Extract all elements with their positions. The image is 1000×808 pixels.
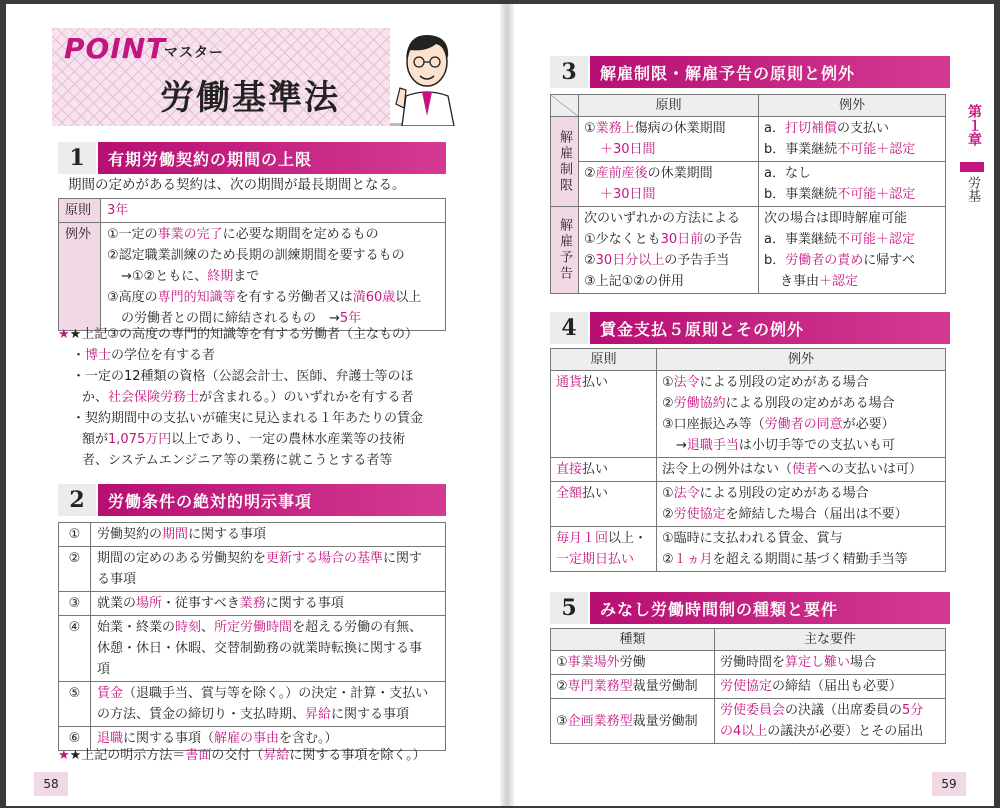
column-header: 例外	[657, 349, 946, 371]
section-1-heading	[58, 142, 446, 174]
table-row: 毎月１回以上・ 一定期日払い ①臨時に支払われる賃金、賞与 ②１ヵ月を超える期間に基づく精勤手当等	[551, 527, 946, 572]
table-row: ⑤ 賃金（退職手当、賞与等を除く。）の決定・計算・支払い の方法、賃金の締切り・支払時期、昇給に関する事項	[59, 682, 446, 727]
section-title: みなし労働時間制の種類と要件	[600, 599, 839, 619]
column-header: 原則	[579, 95, 759, 117]
table-row: 全額払い ①法令による別段の定めがある場合 ②労使協定を締結した場合（届出は不要）	[551, 482, 946, 527]
table-row: ③企画業務型裁量労働制 労使委員会の決議（出席委員の5分 の4以上の議決が必要）とその届出	[551, 699, 946, 744]
book-gutter	[500, 4, 514, 806]
row-label: 原則	[59, 199, 101, 223]
row-label: 例外	[59, 223, 101, 331]
row-label: 解雇予告	[551, 207, 579, 294]
logo-master: マスター	[164, 45, 224, 61]
table-header-row	[551, 95, 946, 117]
chapter-label: 第１章	[966, 104, 982, 146]
table-row: ③ 就業の場所・従事すべき業務に関する事項	[59, 592, 446, 616]
sec1-note: ★★上記③の高度の専門的知識等を有する労働者（主なもの） ・博士の学位を有する者 ・一定の12種類の資格（公認会計士、医師、弁護士等のほ か、社会保険労務士が含まれる。）のいずれかを有する者 ・契約期間中の支払いが確実に見込まれる１年あたりの賃金 額が1,075万円以上であり、一定の農林水産業等の技術 者、システムエンジニア等の業務に就こうとする者等	[58, 327, 424, 468]
section-number: 5	[550, 592, 590, 624]
table-row: ④ 始業・終業の時刻、所定労働時間を超える労働の有無、 休憩・休日・休暇、交替制勤務の就業時転換に関する事 項	[59, 616, 446, 682]
page-header	[52, 26, 446, 126]
exceptions-cell: ①一定の事業の完了に必要な期間を定めるもの ②認定職業訓練のため長期の訓練期間を要するもの →①②ともに、終期まで ③高度の専門的知識等を有する労働者又は満60歳以上 の労働者との間に締結されるもの →5年	[101, 223, 446, 331]
right-page	[514, 4, 994, 806]
table-row: ①事業場外労働 労働時間を算定し難い場合	[551, 651, 946, 675]
section-number: 2	[58, 484, 98, 516]
table-row: ⑥ 退職に関する事項（解雇の事由を含む。）	[59, 727, 446, 751]
section-4-heading	[550, 312, 950, 344]
working-conditions-table	[58, 522, 446, 751]
table-row: ②産前産後の休業期間 ＋30日間 a．なし b．事業継続不可能＋認定	[551, 162, 946, 207]
chapter-bar	[960, 162, 984, 172]
table-row	[59, 199, 446, 223]
teacher-avatar-icon	[392, 26, 462, 126]
section-number: 3	[550, 56, 590, 88]
section-number: 4	[550, 312, 590, 344]
column-header: 種類	[551, 629, 715, 651]
table-row: 通貨払い ①法令による別段の定めがある場合 ②労働協約による別段の定めがある場合 ③口座振込み等（労働者の同意が必要） →退職手当は小切手等での支払いも可	[551, 371, 946, 458]
wage-payment-table	[550, 348, 946, 572]
section-number: 1	[58, 142, 98, 174]
logo-point: POINT	[64, 32, 167, 65]
table-row: 解雇制限 ①業務上傷病の休業期間 ＋30日間 a．打切補償の支払い b．事業継続不可能＋認定	[551, 117, 946, 162]
chapter-subject: 労基	[965, 176, 980, 202]
left-page	[6, 4, 500, 806]
table-header-row	[551, 349, 946, 371]
chapter-tab	[960, 104, 984, 214]
sec1-intro: 期間の定めがある契約は、次の期間が最長期間となる。	[68, 177, 406, 193]
page-number: 59	[932, 772, 966, 796]
section-title: 有期労働契約の期間の上限	[108, 149, 313, 169]
section-5-heading	[550, 592, 950, 624]
table-header-row	[551, 629, 946, 651]
table-row: ②専門業務型裁量労働制 労使協定の締結（届出も必要）	[551, 675, 946, 699]
dismissal-table	[550, 94, 946, 294]
table-row: 直接払い 法令上の例外はない（使者への支払いは可）	[551, 458, 946, 482]
deemed-hours-table	[550, 628, 946, 744]
page-number: 58	[34, 772, 68, 796]
table-row: ② 期間の定めのある労働契約を更新する場合の基準に関す る事項	[59, 547, 446, 592]
section-3-heading	[550, 56, 950, 88]
row-label: 解雇制限	[551, 117, 579, 207]
table-row: 解雇予告 次のいずれかの方法による ①少なくとも30日前の予告 ②30日分以上の予告手当 ③上記①②の併用 次の場合は即時解雇可能 a．事業継続不可能＋認定 b．労働者の責めに帰すべ き事由＋認定	[551, 207, 946, 294]
section-title: 解雇制限・解雇予告の原則と例外	[600, 63, 856, 83]
column-header: 主な要件	[715, 629, 946, 651]
column-header: 例外	[759, 95, 946, 117]
table-row: ① 労働契約の期間に関する事項	[59, 523, 446, 547]
section-title: 労働条件の絶対的明示事項	[108, 491, 313, 511]
contract-period-table	[58, 198, 446, 331]
table-row	[59, 223, 446, 331]
page-title: 労働基準法	[160, 78, 340, 118]
book-spread	[6, 4, 994, 806]
column-header: 原則	[551, 349, 657, 371]
section-2-heading	[58, 484, 446, 516]
sec2-note: ★★上記の明示方法＝書面の交付（昇給に関する事項を除く。）	[58, 748, 426, 763]
section-title: 賃金支払５原則とその例外	[600, 319, 805, 339]
cell-value: 3年	[101, 199, 446, 223]
